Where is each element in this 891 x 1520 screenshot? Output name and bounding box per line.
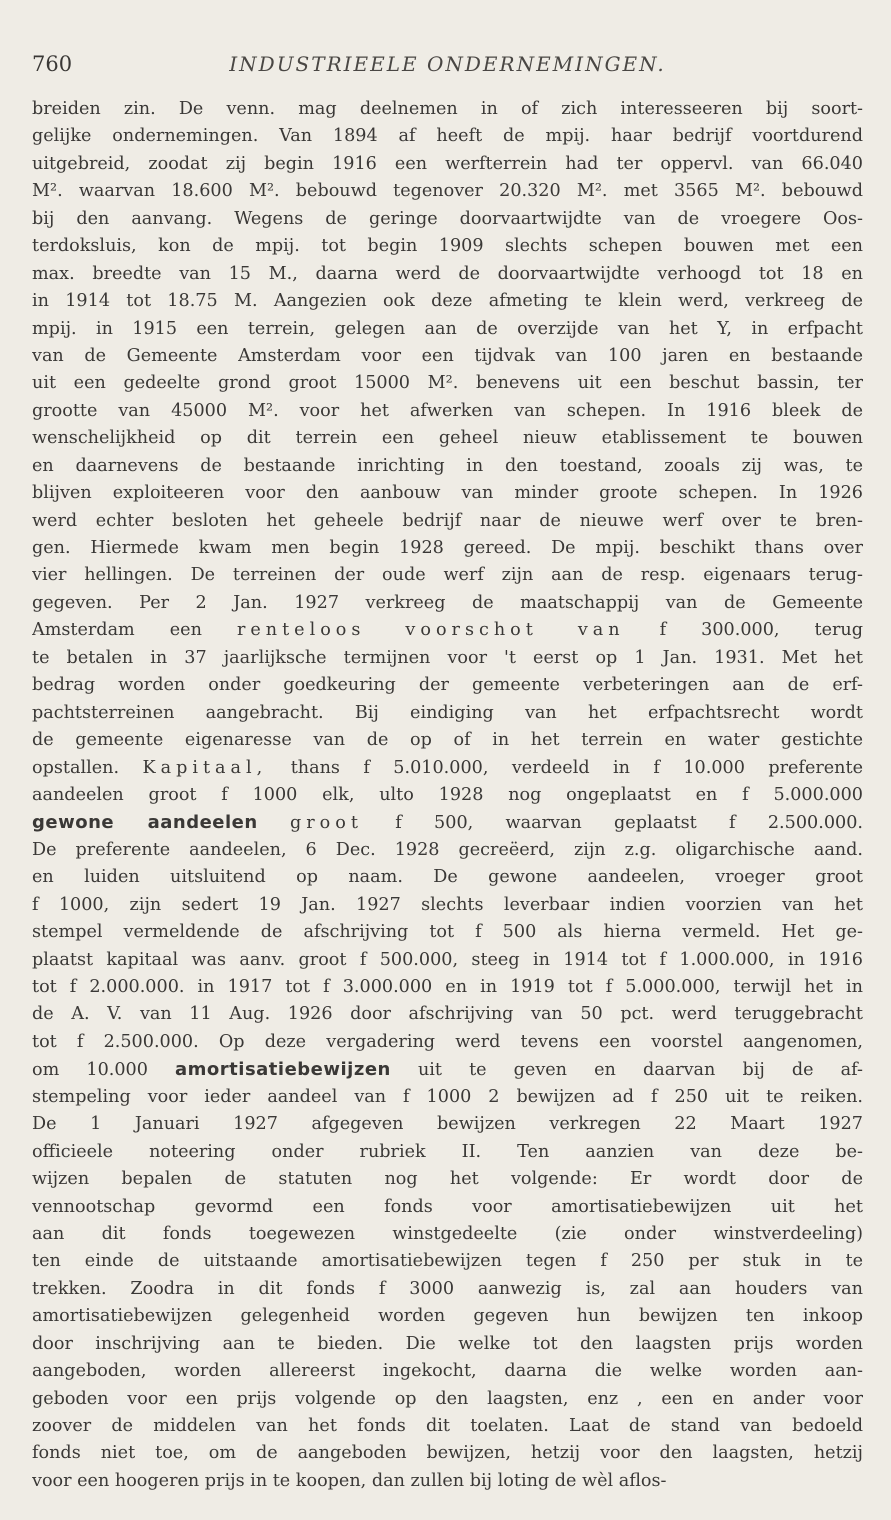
text-segment: zoover de middelen van het fonds dit toelaten. Laat de stand van bedoeld bbox=[32, 1416, 863, 1436]
text-segment: te betalen in 37 jaarlijksche termijnen voor 't eerst op 1 Jan. 1931. Met het bbox=[32, 647, 863, 668]
text-line bbox=[32, 617, 863, 644]
text-line bbox=[32, 864, 863, 891]
text-segment: vennootschap gevormd een fonds voor amortisatiebewijzen uit het bbox=[32, 1196, 863, 1217]
text-segment: amortisatiebewijzen gelegenheid worden gegeven hun bewijzen ten inkoop bbox=[32, 1306, 863, 1327]
text-segment: tot f 2.000.000. in 1917 tot f 3.000.000 en in 1919 tot f 5.000.000, terwijl het in bbox=[32, 977, 863, 997]
text-line bbox=[32, 151, 863, 178]
text-segment: trekken. Zoodra in dit fonds f 3000 aanwezig is, zal aan houders van bbox=[32, 1278, 863, 1299]
text-line bbox=[32, 1331, 863, 1358]
text-segment: en daarnevens de bestaande inrichting in den toestand, zooals zij was, te bbox=[32, 455, 863, 476]
text-line bbox=[32, 1194, 863, 1221]
text-line bbox=[32, 453, 863, 480]
text-line bbox=[32, 837, 863, 864]
text-segment: uitgebreid, zoodat zij begin 1916 een werfterrein had ter oppervl. van 66.040 bbox=[32, 153, 863, 174]
text-segment: stempel vermeldende de afschrijving tot f 500 als hierna vermeld. Het ge- bbox=[32, 922, 863, 943]
text-segment: thans f 5.010.000, verdeeld in f 10.000 preferente bbox=[267, 757, 863, 778]
text-segment: gegeven. Per 2 Jan. 1927 verkreeg de maatschappij van de Gemeente bbox=[32, 592, 863, 613]
text-segment: f 300.000, terug bbox=[624, 620, 863, 641]
text-segment: fonds niet toe, om de aangeboden bewijzen, hetzij voor den laagsten, hetzij bbox=[32, 1443, 863, 1464]
text-segment: uit te geven en daarvan bij de af- bbox=[390, 1060, 863, 1081]
text-line bbox=[32, 1413, 863, 1440]
text-line bbox=[32, 1029, 863, 1056]
text-segment: van de Gemeente Amsterdam voor een tijdvak van 100 jaren en bestaande bbox=[32, 345, 863, 366]
text-line bbox=[32, 919, 863, 946]
text-segment: f 500, waarvan geplaatst f 2.500.000. bbox=[362, 813, 863, 834]
text-line bbox=[32, 316, 863, 343]
text-segment: om 10.000 bbox=[32, 1060, 176, 1081]
text-segment: stempeling voor ieder aandeel van f 1000 2 bewijzen ad f 250 uit te reiken. bbox=[32, 1086, 863, 1107]
text-segment: M². waarvan 18.600 M². bebouwd tegenover 20.320 M². met 3565 M². bebouwd bbox=[32, 181, 863, 202]
text-segment: pachtsterreinen aangebracht. Bij eindiging van het erfpachtsrecht wordt bbox=[32, 702, 863, 723]
text-segment: tot f 2.500.000. Op deze vergadering werd tevens een voorstel aangenomen, bbox=[32, 1031, 863, 1052]
text-line bbox=[32, 261, 863, 288]
text-line bbox=[32, 1358, 863, 1385]
text-line bbox=[32, 206, 863, 233]
text-line bbox=[32, 590, 863, 617]
text-line bbox=[32, 1166, 863, 1193]
text-line bbox=[32, 562, 863, 589]
text-line bbox=[32, 1468, 863, 1495]
text-segment: Amsterdam een bbox=[32, 620, 237, 641]
text-segment: max. breedte van 15 M., daarna werd de doorvaartwijdte verhoogd tot 18 en bbox=[32, 263, 863, 284]
text-line bbox=[32, 233, 863, 260]
text-segment: terdoksluis, kon de mpij. tot begin 1909 slechts schepen bouwen met een bbox=[32, 236, 863, 257]
page-number: 760 bbox=[32, 52, 73, 76]
text-segment: grootte van 45000 M². voor het afwerken van schepen. In 1916 bleek de bbox=[32, 400, 863, 421]
text-segment: wenschelijkheid op dit terrein een geheel nieuw etablissement te bouwen bbox=[32, 428, 863, 449]
text-line bbox=[32, 782, 863, 809]
text-segment: aandeelen groot f 1000 elk, ulto 1928 nog ongeplaatst en f 5.000.000 bbox=[32, 784, 863, 805]
page-header bbox=[32, 52, 863, 96]
text-segment bbox=[258, 813, 290, 833]
text-line bbox=[32, 425, 863, 452]
text-segment: in 1914 tot 18.75 M. Aangezien ook deze afmeting te klein werd, verkreeg de bbox=[32, 291, 863, 312]
text-line bbox=[32, 1084, 863, 1111]
text-line bbox=[32, 755, 863, 782]
text-line bbox=[32, 1001, 863, 1028]
text-segment: uit een gedeelte grond groot 15000 M². benevens uit een beschut bassin, ter bbox=[32, 373, 863, 394]
text-segment: De preferente aandeelen, 6 Dec. 1928 gecreëerd, zijn z.g. oligarchische aand. bbox=[32, 839, 863, 860]
text-segment: aangeboden, worden allereerst ingekocht, daarna die welke worden aan- bbox=[32, 1361, 863, 1382]
text-line bbox=[32, 1440, 863, 1467]
text-line bbox=[32, 1386, 863, 1413]
text-line bbox=[32, 892, 863, 919]
text-segment: blijven exploiteeren voor den aanbouw van minder groote schepen. In 1926 bbox=[32, 483, 863, 504]
text-line bbox=[32, 535, 863, 562]
text-line bbox=[32, 1056, 863, 1083]
text-line bbox=[32, 727, 863, 754]
text-segment: geboden voor een prijs volgende op den laagsten, enz , een en ander voor bbox=[32, 1388, 863, 1409]
text-line bbox=[32, 1303, 863, 1330]
text-line bbox=[32, 645, 863, 672]
text-line bbox=[32, 398, 863, 425]
spaced-text: Kapitaal, bbox=[142, 757, 268, 778]
text-segment: vier hellingen. De terreinen der oude werf zijn aan de resp. eigenaars terug- bbox=[32, 565, 863, 586]
text-line bbox=[32, 1276, 863, 1303]
text-segment: bij den aanvang. Wegens de geringe doorvaartwijdte van de vroegere Oos- bbox=[32, 208, 863, 229]
spaced-text: groot bbox=[290, 813, 363, 834]
text-line bbox=[32, 123, 863, 150]
text-segment: ten einde de uitstaande amortisatiebewijzen tegen f 250 per stuk in te bbox=[32, 1251, 863, 1272]
text-line bbox=[32, 700, 863, 727]
spaced-text: renteloos voorschot van bbox=[236, 620, 625, 641]
text-line bbox=[32, 947, 863, 974]
text-segment: voor een hoogeren prijs in te koopen, dan zullen bij loting de wèl aflos- bbox=[32, 1470, 667, 1491]
text-line bbox=[32, 343, 863, 370]
text-segment: en luiden uitsluitend op naam. De gewone aandeelen, vroeger groot bbox=[32, 867, 863, 888]
text-segment: de A. V. van 11 Aug. 1926 door afschrijving van 50 pct. werd teruggebracht bbox=[32, 1004, 863, 1025]
text-segment: gelijke ondernemingen. Van 1894 af heeft de mpij. haar bedrijf voortdurend bbox=[32, 126, 863, 147]
text-line bbox=[32, 1248, 863, 1275]
text-segment: De 1 Januari 1927 afgegeven bewijzen verkregen 22 Maart 1927 bbox=[32, 1114, 863, 1135]
bold-term: amortisatiebewijzen bbox=[175, 1059, 391, 1081]
text-segment: gen. Hiermede kwam men begin 1928 gereed. De mpij. beschikt thans over bbox=[32, 538, 863, 558]
text-line bbox=[32, 809, 863, 836]
text-segment: bedrag worden onder goedkeuring der gemeente verbeteringen aan de erf- bbox=[32, 675, 863, 696]
text-line bbox=[32, 370, 863, 397]
running-head: INDUSTRIEELE ONDERNEMINGEN. bbox=[229, 52, 666, 76]
text-segment: f 1000, zijn sedert 19 Jan. 1927 slechts leverbaar indien voorzien van het bbox=[32, 894, 863, 915]
text-segment: officieele noteering onder rubriek II. Ten aanzien van deze be- bbox=[32, 1141, 863, 1162]
text-line bbox=[32, 1139, 863, 1166]
text-segment: mpij. in 1915 een terrein, gelegen aan de overzijde van het Y, in erfpacht bbox=[32, 318, 863, 339]
text-line bbox=[32, 96, 863, 123]
text-segment: opstallen. bbox=[32, 757, 143, 778]
text-segment: wijzen bepalen de statuten nog het volgende: Er wordt door de bbox=[32, 1169, 863, 1190]
text-segment: aan dit fonds toegewezen winstgedeelte (zie onder winstverdeeling) bbox=[32, 1223, 863, 1244]
text-segment: de gemeente eigenaresse van de op of in het terrein en water gestichte bbox=[32, 730, 863, 751]
text-line bbox=[32, 1111, 863, 1138]
text-segment: breiden zin. De venn. mag deelnemen in of zich interesseeren bij soort- bbox=[32, 99, 863, 119]
text-line bbox=[32, 480, 863, 507]
bold-term: gewone aandeelen bbox=[32, 812, 258, 834]
text-segment: door inschrijving aan te bieden. Die welke tot den laagsten prijs worden bbox=[32, 1333, 863, 1354]
text-segment: plaatst kapitaal was aanv. groot f 500.000, steeg in 1914 tot f 1.000.000, in 1916 bbox=[32, 949, 863, 970]
text-line bbox=[32, 974, 863, 1001]
text-line bbox=[32, 288, 863, 315]
text-line bbox=[32, 178, 863, 205]
body-text bbox=[32, 96, 863, 1495]
text-line bbox=[32, 672, 863, 699]
text-segment: werd echter besloten het geheele bedrijf naar de nieuwe werf over te bren- bbox=[32, 510, 863, 531]
text-line bbox=[32, 1221, 863, 1248]
text-line bbox=[32, 508, 863, 535]
